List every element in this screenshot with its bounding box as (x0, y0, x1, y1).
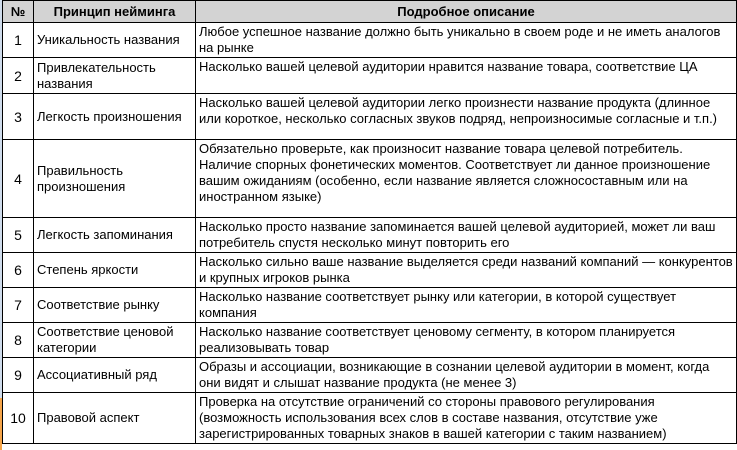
naming-principles-table (2, 0, 737, 444)
row-number: 9 (3, 358, 34, 393)
row-description: Проверка на отсутствие ограничений со стороны правового регулирования (возможность использования всех слов в составе названия, отсутствие уже зарегистрированных товарных знаков в вашей категории с таким названием) (196, 393, 737, 444)
row-principle: Правильность произношения (34, 140, 196, 218)
table-row (3, 218, 737, 253)
row-description: Образы и ассоциации, возникающие в сознании целевой аудитории в момент, когда они видят и слышат название продукта (не менее 3) (196, 358, 737, 393)
row-principle: Легкость произношения (34, 94, 196, 140)
row-number: 1 (3, 23, 34, 58)
row-principle: Привлекательность названия (34, 58, 196, 94)
row-principle: Правовой аспект (34, 393, 196, 444)
row-description: Насколько вашей целевой аудитории нравится название товара, соответствие ЦА (196, 58, 737, 94)
row-number: 6 (3, 253, 34, 288)
row-description: Любое успешное название должно быть уникально в своем роде и не иметь аналогов на рынке (196, 23, 737, 58)
header-principle: Принцип нейминга (34, 1, 196, 23)
row-number: 3 (3, 94, 34, 140)
header-row (3, 1, 737, 23)
row-description: Насколько название соответствует ценовому сегменту, в котором планируется реализовывать товар (196, 323, 737, 358)
table-row (3, 58, 737, 94)
row-principle: Соответствие рынку (34, 288, 196, 323)
table-row (3, 288, 737, 323)
table-row (3, 253, 737, 288)
row-number: 8 (3, 323, 34, 358)
header-number: № (3, 1, 34, 23)
row-number: 5 (3, 218, 34, 253)
header-description: Подробное описание (196, 1, 737, 23)
row-description: Обязательно проверьте, как произносит название товара целевой потребитель. Наличие спорных фонетических моментов. Соответствует ли данное произношение вашим ожиданиям (особенно, если название является сложносоставным или на иностранном языке) (196, 140, 737, 218)
row-description: Насколько просто название запоминается вашей целевой аудиторией, может ли ваш потребитель спустя несколько минут повторить его (196, 218, 737, 253)
row-principle: Ассоциативный ряд (34, 358, 196, 393)
table-row (3, 140, 737, 218)
row-description: Насколько сильно ваше название выделяется среди названий компаний — конкурентов и крупных игроков рынка (196, 253, 737, 288)
row-number: 10 (3, 393, 34, 444)
row-number: 7 (3, 288, 34, 323)
table-row (3, 358, 737, 393)
row-description: Насколько название соответствует рынку или категории, в которой существует компания (196, 288, 737, 323)
table-row (3, 23, 737, 58)
row-number: 2 (3, 58, 34, 94)
row-number: 4 (3, 140, 34, 218)
row-principle: Легкость запоминания (34, 218, 196, 253)
row-principle: Уникальность названия (34, 23, 196, 58)
row-principle: Соответствие ценовой категории (34, 323, 196, 358)
table-row (3, 393, 737, 444)
row-principle: Степень яркости (34, 253, 196, 288)
table-row (3, 323, 737, 358)
row-description: Насколько вашей целевой аудитории легко произнести название продукта (длинное или короткое, несколько согласных звуков подряд, непроизносимые согласные и т.п.) (196, 94, 737, 140)
table-row (3, 94, 737, 140)
